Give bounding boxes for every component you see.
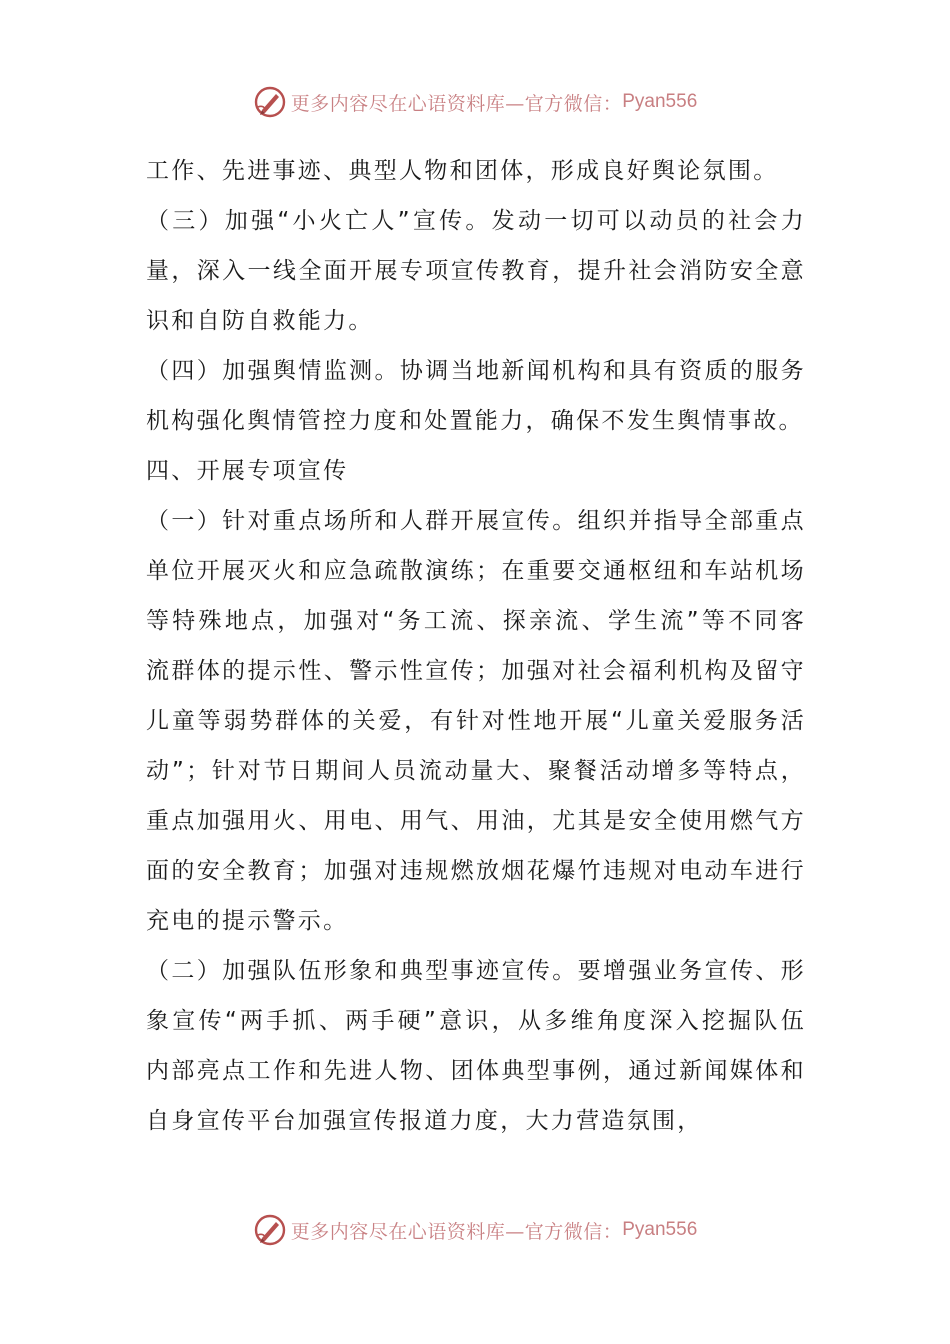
paragraph: （四）加强舆情监测。协调当地新闻机构和具有资质的服务机构强化舆情管控力度和处置能力，确保不发生舆情事故。 [146, 358, 806, 434]
paragraph: 工作、先进事迹、典型人物和团体，形成良好舆论氛围。 [146, 158, 779, 184]
footer-watermark [0, 1210, 950, 1250]
document-body [146, 146, 806, 1146]
watermark-text: 更多内容尽在心语资料库—官方微信： [290, 1220, 623, 1243]
paragraph: （一）针对重点场所和人群开展宣传。组织并指导全部重点单位开展灭火和应急疏散演练；在重要交通枢纽和车站机场等特殊地点，加强对“务工流、探亲流、学生流”等不同客流群体的提示性、警示性宣传；加强对社会福利机构及留守儿童等弱势群体的关爱，有针对性地开展“儿童关爱服务活动”；针对节日期间人员流动量大、聚餐活动增多等特点，重点加强用火、用电、用气、用油，尤其是安全使用燃气方面的安全教育；加强对违规燃放烟花爆竹违规对电动车进行充电的提示警示。 [146, 508, 806, 934]
watermark-wechat-id: Pyan556 [622, 91, 698, 112]
section-heading: 四、开展专项宣传 [146, 458, 349, 484]
paragraph: （三）加强“小火亡人”宣传。发动一切可以动员的社会力量，深入一线全面开展专项宣传教育，提升社会消防安全意识和自防自救能力。 [146, 208, 806, 334]
watermark-wechat-id: Pyan556 [622, 1219, 698, 1240]
header-watermark [0, 82, 950, 122]
pen-logo-icon [253, 1213, 287, 1247]
pen-logo-icon [253, 85, 287, 119]
paragraph: （二）加强队伍形象和典型事迹宣传。要增强业务宣传、形象宣传“两手抓、两手硬”意识，从多维角度深入挖掘队伍内部亮点工作和先进人物、团体典型事例，通过新闻媒体和自身宣传平台加强宣传报道力度，大力营造氛围， [146, 958, 806, 1134]
watermark-text: 更多内容尽在心语资料库—官方微信： [290, 92, 623, 115]
